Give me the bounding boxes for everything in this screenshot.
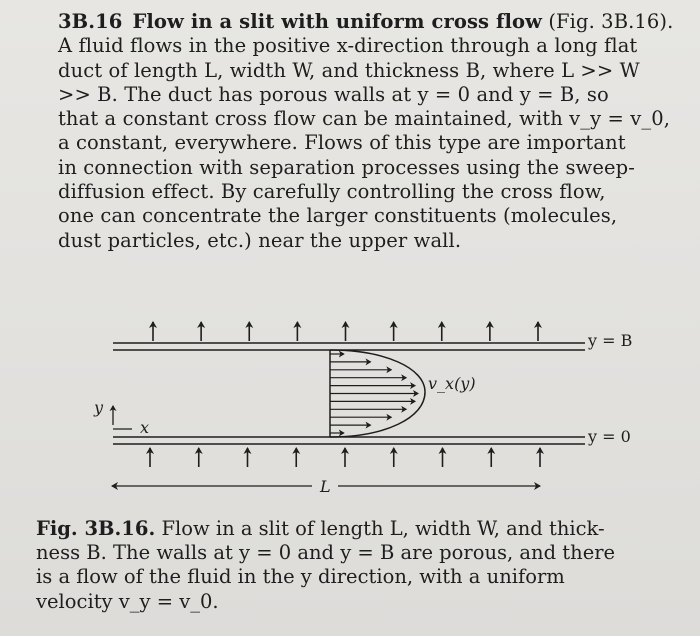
problem-line: >> B. The duct has porous walls at y = 0 and y = B, so (58, 82, 609, 106)
problem-line: a constant, everywhere. Flows of this type are important (58, 131, 626, 155)
problem-line: A fluid flows in the positive x-direction through a long flat (58, 34, 638, 58)
problem-line: that a constant cross flow can be maintained, with v_y = v_0, (58, 107, 671, 131)
caption-label: Fig. 3B.16. (36, 517, 156, 540)
x-axis-label: x (140, 418, 150, 437)
caption-line: velocity v_y = v_0. (36, 589, 219, 613)
problem-figure-ref: (Fig. 3B.16). (548, 10, 674, 33)
bottom-wall-label: y = 0 (588, 427, 631, 446)
length-label: L (320, 477, 331, 496)
bottom-cross-flow-arrows (150, 448, 540, 467)
top-wall-label: y = B (588, 331, 633, 350)
caption-line: ness B. The walls at y = 0 and y = B are porous, and there (36, 541, 616, 565)
problem-title: Flow in a slit with uniform cross flow (132, 10, 543, 33)
caption-line: is a flow of the fluid in the y direction, with a uniform (36, 565, 565, 589)
problem-line: dust particles, etc.) near the upper wall. (58, 228, 462, 252)
y-axis-label: y (94, 398, 104, 417)
caption-line (36, 517, 686, 541)
problem-line: duct of length L, width W, and thickness B, where L >> W (58, 58, 640, 82)
problem-number: 3B.16 (58, 10, 123, 33)
caption-text: Flow in a slit of length L, width W, and thick- (161, 517, 605, 540)
top-cross-flow-arrows (153, 322, 538, 341)
problem-line: in connection with separation processes using the sweep- (58, 155, 635, 179)
figure-caption (36, 517, 686, 614)
profile-label: v_x(y) (428, 374, 476, 393)
problem-line: one can concentrate the larger constituents (molecules, (58, 204, 618, 228)
problem-line: diffusion effect. By carefully controlling the cross flow, (58, 180, 606, 204)
